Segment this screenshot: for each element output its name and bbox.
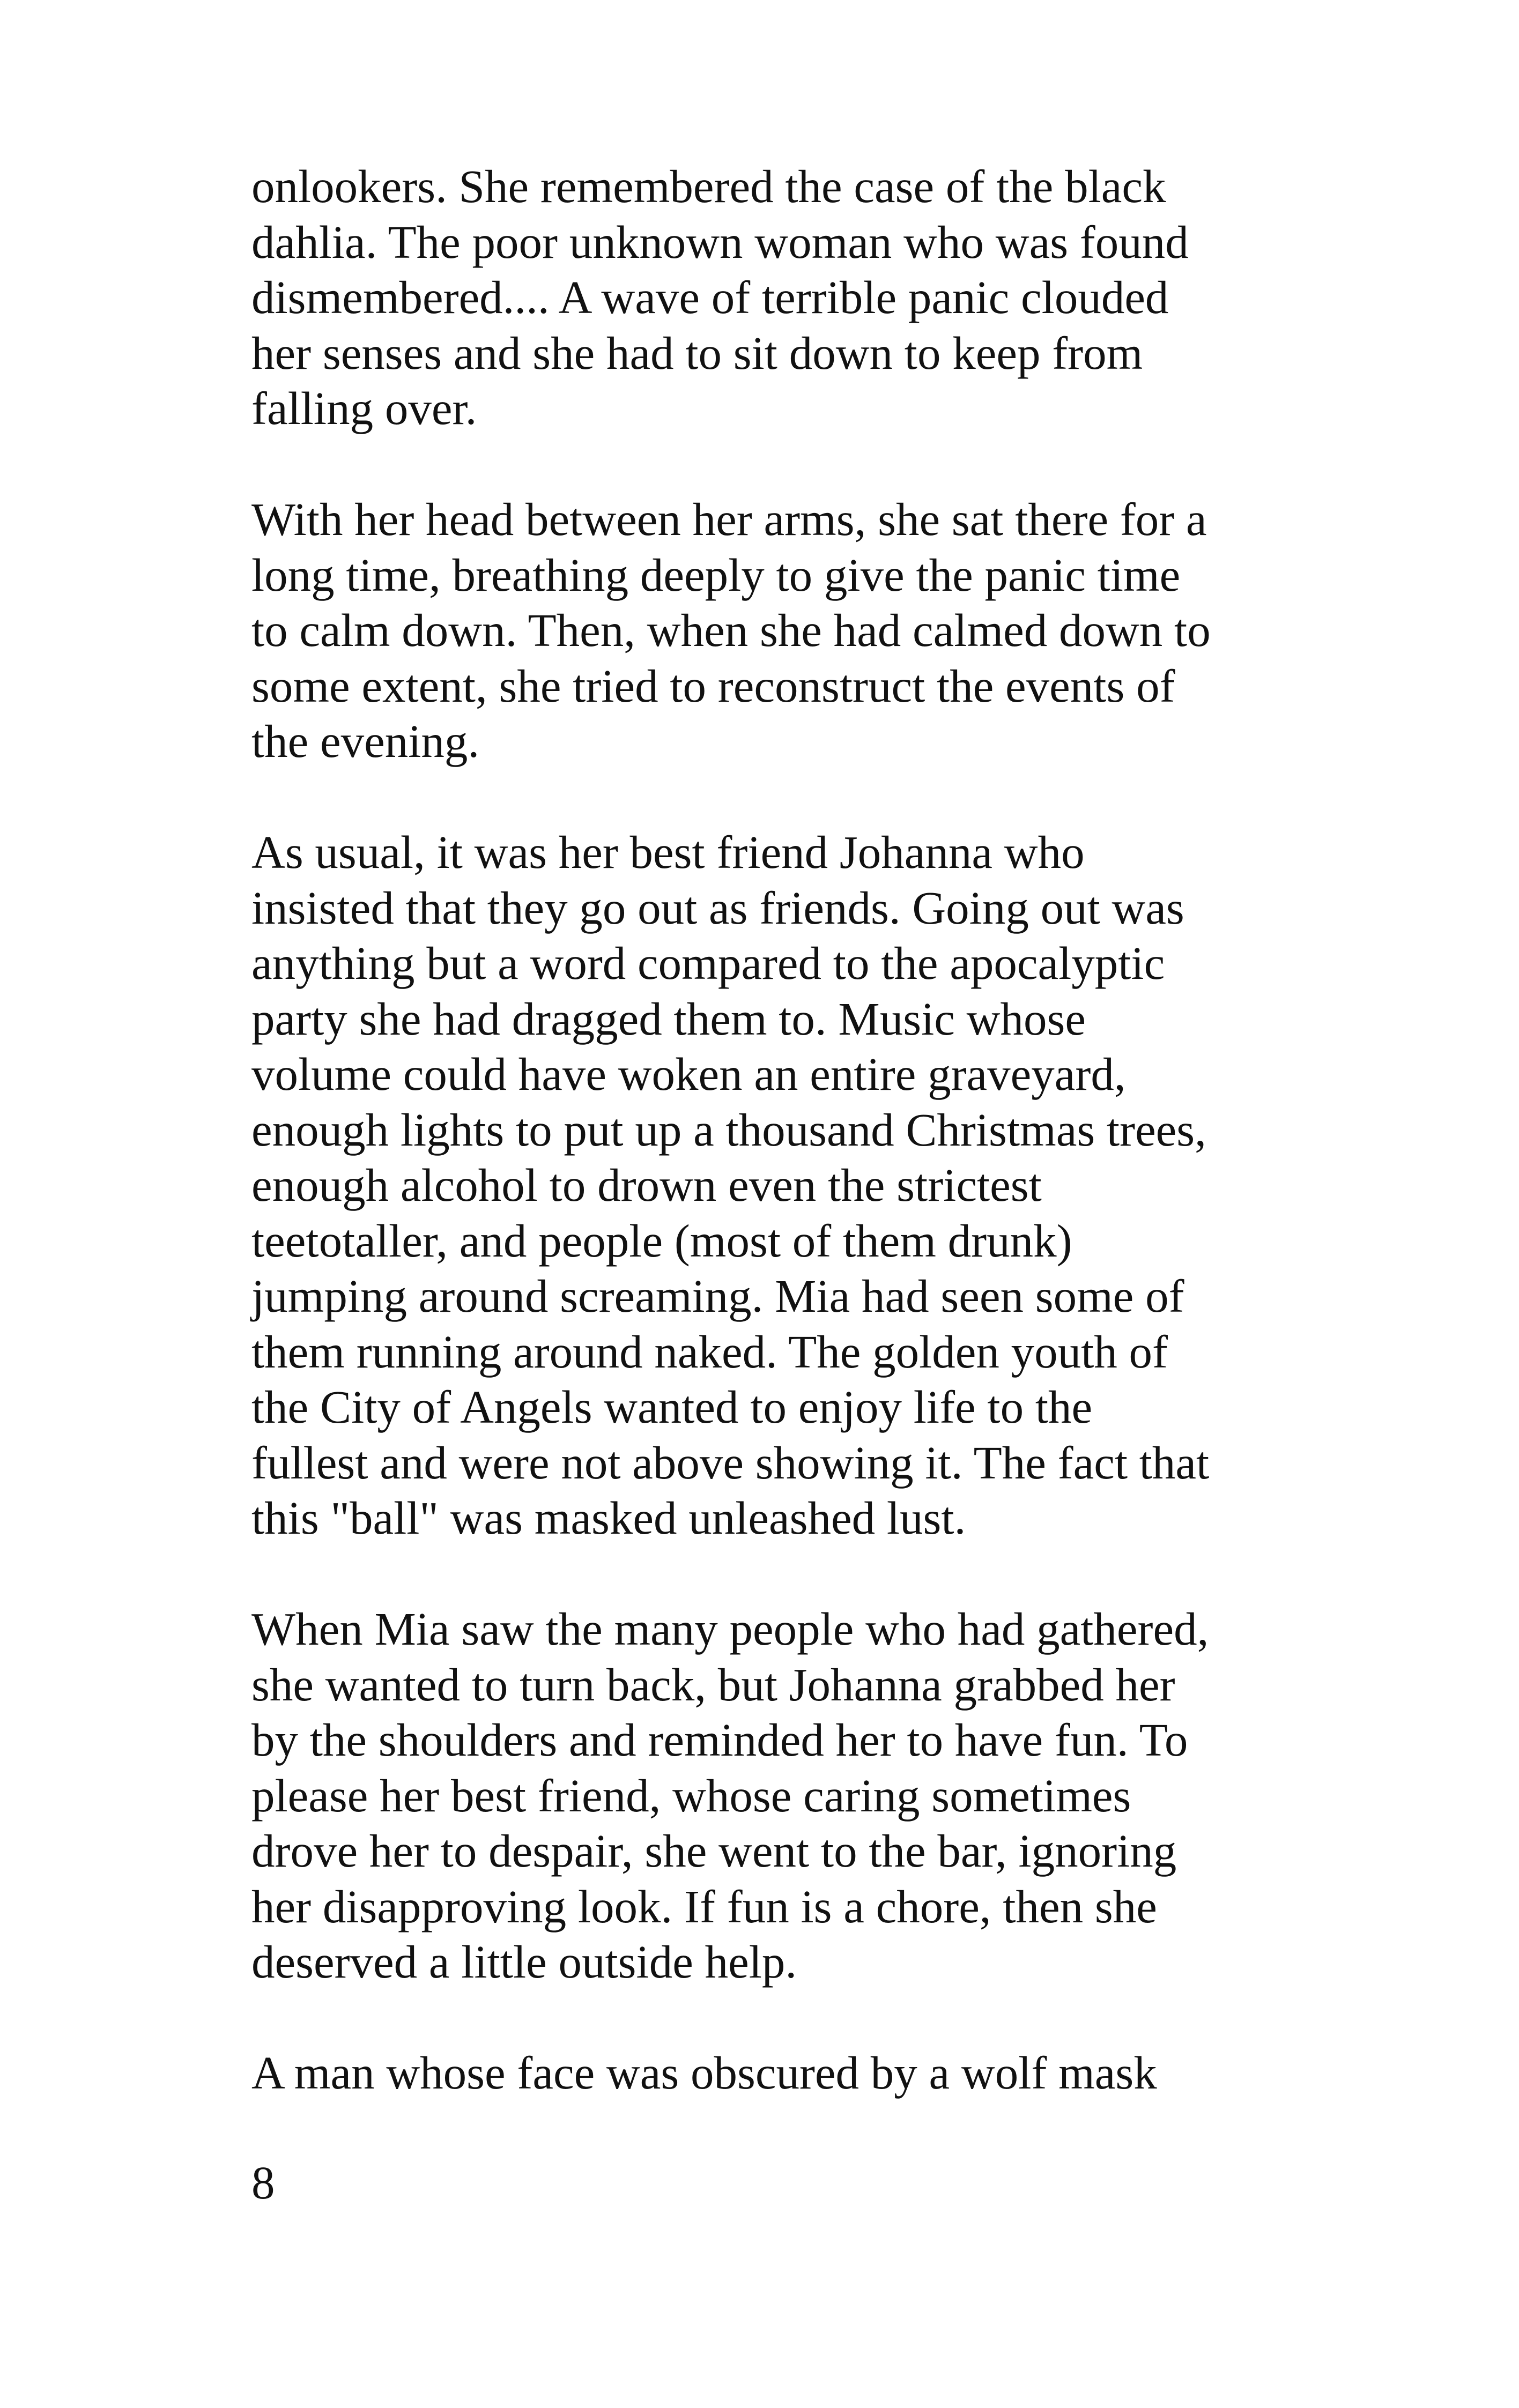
text-line: the City of Angels wanted to enjoy life to the xyxy=(251,1381,1093,1433)
paragraph xyxy=(251,1601,1313,1990)
text-line: fullest and were not above showing it. The fact that xyxy=(251,1436,1210,1489)
text-line: party she had dragged them to. Music whose xyxy=(251,992,1086,1045)
text-line: this "ball" was masked unleashed lust. xyxy=(251,1492,966,1544)
paragraph xyxy=(251,492,1313,769)
text-line: her senses and she had to sit down to keep from xyxy=(251,326,1143,379)
text-line: enough lights to put up a thousand Christmas trees, xyxy=(251,1103,1206,1156)
text-line: to calm down. Then, when she had calmed down to xyxy=(251,604,1211,656)
text-line: falling over. xyxy=(251,382,477,434)
paragraph xyxy=(251,159,1313,436)
page-body-text xyxy=(251,159,1313,2156)
text-line: With her head between her arms, she sat there for a xyxy=(251,493,1207,545)
text-line: by the shoulders and reminded her to have fun. To xyxy=(251,1714,1188,1766)
text-line: her disapproving look. If fun is a chore, then she xyxy=(251,1880,1157,1933)
text-line: she wanted to turn back, but Johanna grabbed her xyxy=(251,1658,1175,1711)
paragraph xyxy=(251,2045,1313,2101)
text-line: some extent, she tried to reconstruct the events of xyxy=(251,659,1175,712)
text-line: the evening. xyxy=(251,715,480,767)
text-line: A man whose face was obscured by a wolf mask xyxy=(251,2047,1157,2099)
text-line: insisted that they go out as friends. Going out was xyxy=(251,881,1184,934)
text-line: When Mia saw the many people who had gathered, xyxy=(251,1603,1209,1655)
text-line: please her best friend, whose caring sometimes xyxy=(251,1769,1131,1822)
page-number: 8 xyxy=(251,2157,275,2209)
text-line: jumping around screaming. Mia had seen some of xyxy=(251,1270,1184,1322)
text-line: dismembered.... A wave of terrible panic clouded xyxy=(251,271,1169,323)
paragraph xyxy=(251,824,1313,1546)
text-line: anything but a word compared to the apocalyptic xyxy=(251,937,1165,989)
text-line: enough alcohol to drown even the strictest xyxy=(251,1159,1042,1211)
text-line: them running around naked. The golden youth of xyxy=(251,1325,1168,1378)
text-line: dahlia. The poor unknown woman who was found xyxy=(251,215,1189,268)
text-line: volume could have woken an entire graveyard, xyxy=(251,1048,1126,1100)
text-line: teetotaller, and people (most of them drunk) xyxy=(251,1214,1072,1267)
text-line: deserved a little outside help. xyxy=(251,1936,797,1988)
text-line: As usual, it was her best friend Johanna who xyxy=(251,826,1085,878)
text-line: drove her to despair, she went to the bar, ignoring xyxy=(251,1825,1177,1877)
text-line: long time, breathing deeply to give the panic time xyxy=(251,548,1181,601)
text-line: onlookers. She remembered the case of the black xyxy=(251,160,1166,212)
